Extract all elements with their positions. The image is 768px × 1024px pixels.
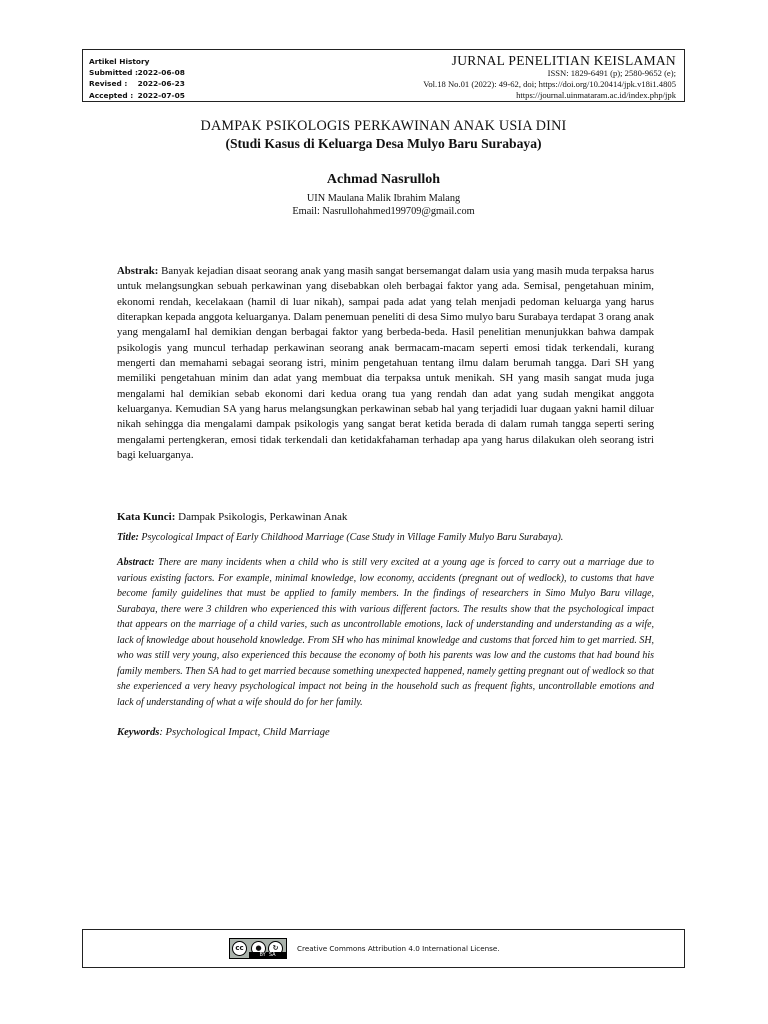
author-affiliation-block bbox=[82, 192, 685, 218]
accepted-date: 2022-07-05 bbox=[137, 90, 185, 100]
history-revised bbox=[89, 78, 185, 89]
license-text[interactable]: Creative Commons Attribution 4.0 International License. bbox=[297, 944, 500, 953]
cc-by-sa-strip: BY SA bbox=[249, 952, 286, 958]
abstract-id-text: Banyak kejadian disaat seorang anak yang masih sangat bersemangat dalam usia yang masih muda terpaksa harus untuk melangsungkan sebuah perkawinan yang disebabkan oleh berbagai faktor yang ada. Semisal, pengetahuan minim, ekonomi rendah, kecelakaan (hamil di luar nikah), sampai pada adat yang telah menjadi pedoman keluarga yang harus diterapkan kepada anggota keluarganya. Dalam penemuan peneliti di desa Simo mulyo baru Surabaya terdapat 3 orang anak yang mengalamI hal demikian dengan berbagai faktor yang berbeda-beda. Hasil penelitian menunjukkan bahwa dampak psikologis yang muncul terhadap perkawinan seorang anak bermacam-macam seperti emosi tidak terkendali, kurang mengerti dan memahami sebagai seorang istri, minim pengetahuan tentang ilmu dalam berumah tangga. Dari SH yang memiliki pengetahuan minim dan adat yang membuat dia terpaksa untuk menikah. SH yang masih sangat muda juga mengalami hal demikian sebab ekonomi dari kedua orang tua yang rendah dan adat yang sudah mengikat anggota keluarganya. Kemudian SA yang harus melangsungkan perkawinan sebab hal yang terjadidi luar dugaan yakni hamil diluar nikah sehingga dia mengalami dampak psikologis yang sangat berat ketida berada di dalam rumah tangga seperti sering mengalami pertengkeran, emosi tidak terkendali dan ketidakfahaman terhadap apa yang harus dilakukan oleh seorang istri bagi keluarganya. bbox=[117, 265, 655, 462]
abstract-en-text: There are many incidents when a child who is still very excited at a young age is forced to carry out a marriage due to various existing factors. For example, minimal knowledge, low economy, accidents (pregnant out of wedlock), to customs that have become family guidelines that must be applied to family members. In the findings of researchers in Simo Mulyo Baru village, Surabaya, there were 3 children who experienced this with various different factors. The results show that the psychological impact that appears on the marriage of a child varies, such as uncontrollable emotions, lack of understanding and understanding as a wife, lack of knowledge about household knowledge. From SH who has minimal knowledge and customs that forced him to get married. SH, who was still very young, also experienced this because the economy of both his parents was low and the customs that had bound his family members. Then SA had to get married because something unexpected happened, namely getting pregnant out of wedlock so that she experienced a very heavy psychological impact not being in the household such as frequent fights, uncontrollable emotions and lack of understanding of what a wife should do for her family. bbox=[117, 557, 654, 708]
paper-title: DAMPAK PSIKOLOGIS PERKAWINAN ANAK USIA DINI bbox=[200, 118, 567, 134]
journal-info bbox=[423, 53, 676, 101]
cc-icon: cc bbox=[232, 941, 247, 956]
english-title bbox=[117, 532, 654, 543]
keywords-en-text: : Psychological Impact, Child Marriage bbox=[159, 727, 330, 738]
journal-volume-doi[interactable]: Vol.18 No.01 (2022): 49-62, doi; https://doi.org/10.20414/jpk.v18i1.4805 bbox=[423, 79, 676, 89]
paper-subtitle: (Studi Kasus di Keluarga Desa Mulyo Baru Surabaya) bbox=[225, 136, 542, 151]
author-email[interactable]: Email: Nasrullohahmed199709@gmail.com bbox=[292, 206, 475, 217]
keywords-en-label: Keywords bbox=[117, 727, 160, 738]
keywords-id-text: Dampak Psikologis, Perkawinan Anak bbox=[178, 511, 348, 523]
journal-url[interactable]: https://journal.uinmataram.ac.id/index.php/jpk bbox=[516, 90, 676, 100]
history-submitted bbox=[89, 67, 185, 78]
accepted-label: Accepted : bbox=[89, 90, 134, 100]
article-header-box bbox=[82, 49, 685, 102]
license-footer bbox=[82, 929, 685, 968]
author-affiliation: UIN Maulana Malik Ibrahim Malang bbox=[306, 193, 461, 204]
keywords-indonesian bbox=[117, 511, 654, 523]
paper-title-block bbox=[82, 118, 685, 152]
abstract-english bbox=[117, 555, 654, 710]
revised-label: Revised : bbox=[89, 79, 128, 89]
history-accepted bbox=[89, 90, 185, 101]
title-en-label: Title: bbox=[117, 532, 139, 543]
article-history bbox=[89, 56, 185, 101]
submitted-date: 2022-06-08 bbox=[137, 68, 185, 78]
keywords-english bbox=[117, 727, 654, 738]
author-name: Achmad Nasrulloh bbox=[326, 172, 441, 187]
revised-date: 2022-06-23 bbox=[137, 79, 185, 89]
history-heading: Artikel History bbox=[89, 57, 150, 66]
abstract-en-label: Abstract: bbox=[117, 557, 155, 568]
abstract-indonesian bbox=[117, 264, 654, 463]
abstract-id-label: Abstrak: bbox=[117, 265, 159, 277]
title-en-text: Psycological Impact of Early Childhood Marriage (Case Study in Village Family Mulyo Baru Surabaya). bbox=[141, 532, 564, 543]
cc-by-sa-badge-icon[interactable] bbox=[229, 938, 287, 959]
keywords-id-label: Kata Kunci: bbox=[117, 511, 176, 523]
journal-issn: ISSN: 1829-6491 (p); 2580-9652 (e); bbox=[547, 68, 676, 78]
journal-name: JURNAL PENELITIAN KEISLAMAN bbox=[451, 53, 676, 68]
submitted-label: Submitted : bbox=[89, 68, 139, 78]
share-alike-icon: ↻ bbox=[268, 941, 283, 956]
attribution-person-icon: ● bbox=[251, 941, 266, 956]
